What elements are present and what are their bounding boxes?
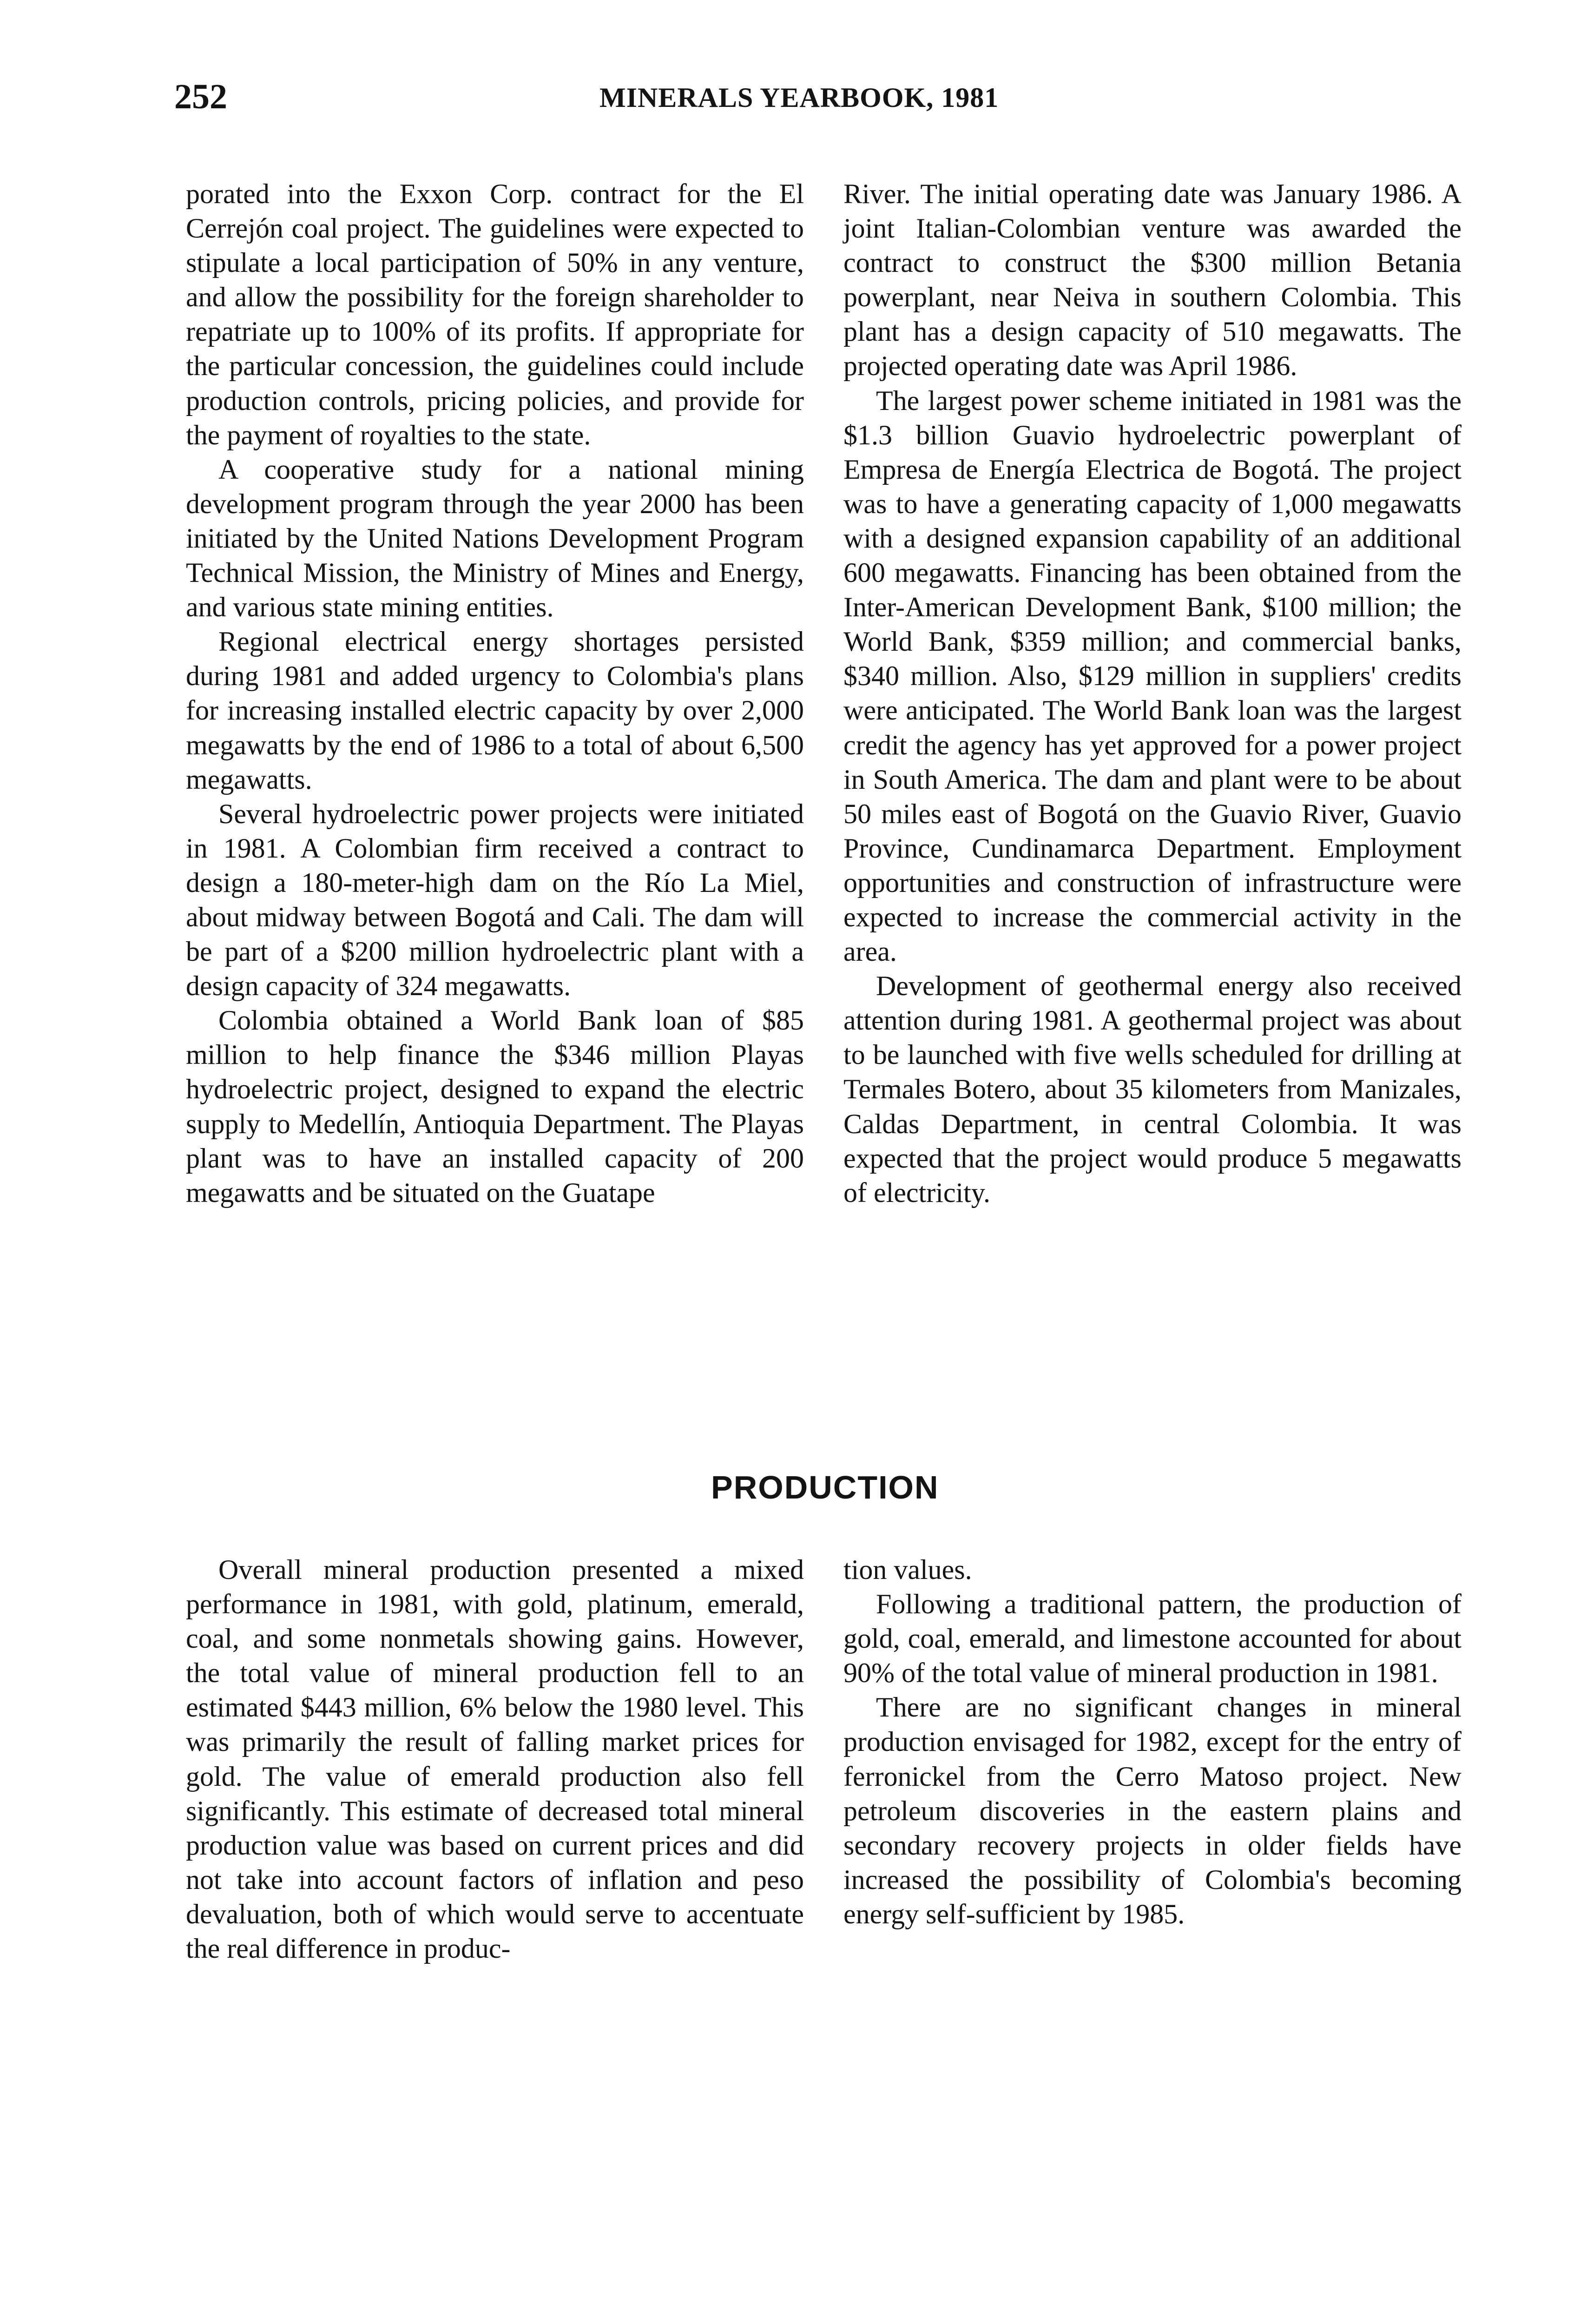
paragraph: There are no significant changes in mineral production envisaged for 1982, except for the entry of ferronickel from the Cerro Matoso project. New petroleum discoveries in the eastern plains and secondary recovery projects in older fields have increased the possibility of Colombia's becoming energy self-sufficient by 1985.	[843, 1692, 1462, 1929]
column-upper-right	[843, 177, 1462, 1210]
paragraph: A cooperative study for a national mining development program through the year 2000 has been initiated by the United Nations Development Program Technical Mission, the Ministry of Mines and Energy, and various state mining entities.	[186, 454, 804, 623]
paragraph: porated into the Exxon Corp. contract for the El Cerrejón coal project. The guidelines were expected to stipulate a local participation of 50% in any venture, and allow the possibility for the foreign shareholder to repatriate up to 100% of its profits. If appropriate for the particular concession, the guidelines could include production controls, pricing policies, and provide for the payment of royalties to the state.	[186, 178, 804, 450]
paragraph: Several hydroelectric power projects were initiated in 1981. A Colombian firm received a contract to design a 180-meter-high dam on the Río La Miel, about midway between Bogotá and Cali. The dam will be part of a $200 million hydroelectric plant with a design capacity of 324 megawatts.	[186, 798, 804, 1002]
paragraph: Development of geothermal energy also received attention during 1981. A geothermal project was about to be launched with five wells scheduled for drilling at Termales Botero, about 35 kilometers from Manizales, Caldas Department, in central Colombia. It was expected that the project would produce 5 megawatts of electricity.	[843, 971, 1462, 1208]
paragraph: Overall mineral production presented a mixed performance in 1981, with gold, platinum, emerald, coal, and some nonmetals showing gains. However, the total value of mineral production fell to an estimated $443 million, 6% below the 1980 level. This was primarily the result of falling market prices for gold. The value of emerald production also fell significantly. This estimate of decreased total mineral production value was based on current prices and did not take into account factors of inflation and peso devaluation, both of which would serve to accentuate the real difference in produc-	[186, 1554, 804, 1964]
column-lower-right	[843, 1552, 1462, 1931]
paragraph: tion values.	[843, 1554, 972, 1585]
paragraph: The largest power scheme initiated in 1981 was the $1.3 billion Guavio hydroelectric powerplant of Empresa de Energía Electrica de Bogotá. The project was to have a generating capacity of 1,000 megawatts with a designed expansion capability of an additional 600 megawatts. Financing has been obtained from the Inter-American Development Bank, $100 million; the World Bank, $359 million; and commercial banks, $340 million. Also, $129 million in suppliers' credits were anticipated. The World Bank loan was the largest credit the agency has yet approved for a power project in South America. The dam and plant were to be about 50 miles east of Bogotá on the Guavio River, Guavio Province, Cundinamarca Department. Employment opportunities and construction of infrastructure were expected to increase the commercial activity in the area.	[843, 385, 1462, 967]
column-lower-left	[186, 1552, 804, 1966]
paragraph: Regional electrical energy shortages persisted during 1981 and added urgency to Colombia's plans for increasing installed electric capacity by over 2,000 megawatts by the end of 1986 to a total of about 6,500 megawatts.	[186, 626, 804, 795]
page-number: 252	[174, 77, 227, 116]
paragraph: Colombia obtained a World Bank loan of $85 million to help finance the $346 million Playas hydroelectric project, designed to expand the electric supply to Medellín, Antioquia Department. The Playas plant was to have an installed capacity of 200 megawatts and be situated on the Guatape	[186, 1005, 804, 1208]
running-head-title: MINERALS YEARBOOK, 1981	[599, 82, 999, 113]
paragraph: River. The initial operating date was January 1986. A joint Italian-Colombian venture was awarded the contract to construct the $300 million Betania powerplant, near Neiva in southern Colombia. This plant has a design capacity of 510 megawatts. The projected operating date was April 1986.	[843, 178, 1462, 382]
paragraph: Following a traditional pattern, the production of gold, coal, emerald, and limestone accounted for about 90% of the total value of mineral production in 1981.	[843, 1589, 1462, 1689]
section-heading-production: PRODUCTION	[711, 1469, 939, 1505]
column-upper-left	[186, 177, 804, 1210]
